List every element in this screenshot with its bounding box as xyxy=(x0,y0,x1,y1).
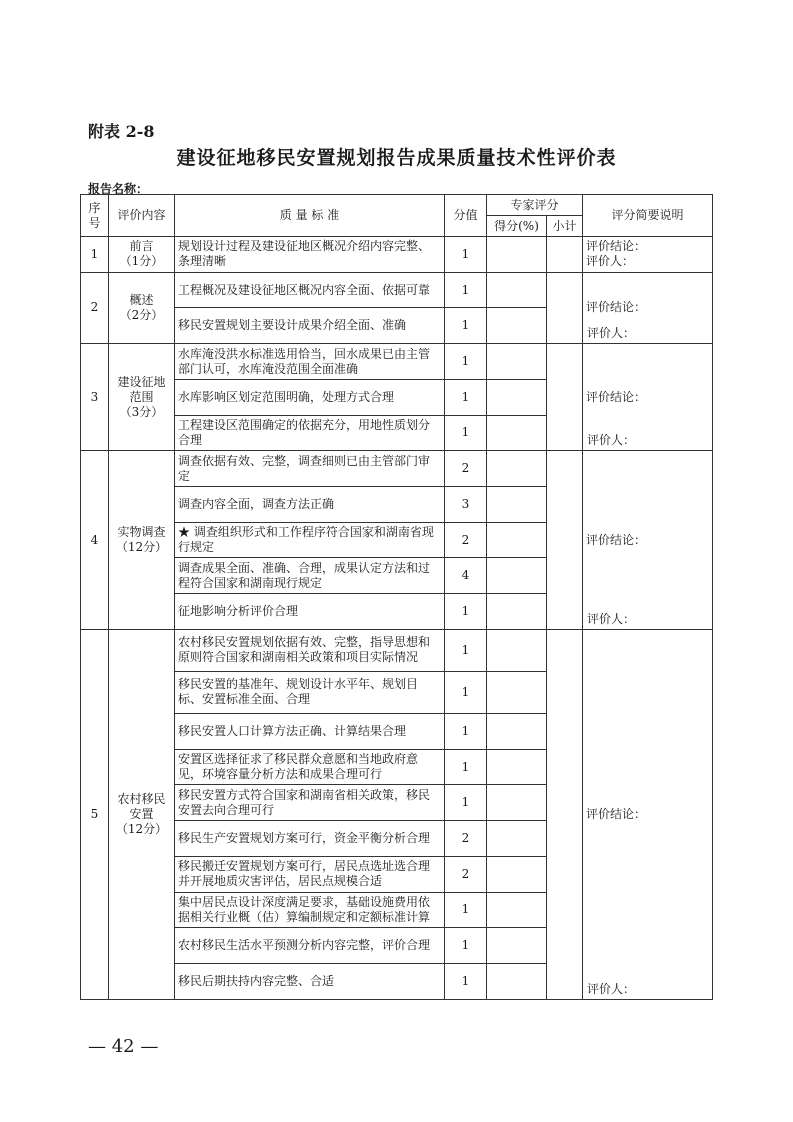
percent-cell[interactable] xyxy=(487,415,547,451)
section-content-name: 前言 xyxy=(129,239,154,254)
subtotal-cell[interactable] xyxy=(547,451,583,630)
table-row xyxy=(81,629,713,671)
remark-cell[interactable] xyxy=(583,344,713,451)
report-name-label: 报告名称： xyxy=(88,182,149,196)
section-content-name: 农村移民安置 xyxy=(117,791,166,821)
remark-evaluator-label: 评价人： xyxy=(587,982,636,996)
criterion-text: 安置区选择征求了移民群众意愿和当地政府意见，环境容量分析方法和成果合理可行 xyxy=(175,749,445,785)
section-content-points: （2分） xyxy=(119,307,164,322)
score-value: 2 xyxy=(445,821,487,857)
section-content-points: （12分） xyxy=(115,540,168,555)
remark-cell[interactable] xyxy=(583,272,713,343)
percent-cell[interactable] xyxy=(487,821,547,857)
header-row xyxy=(81,195,713,216)
criterion-text: 规划设计过程及建设征地区概况介绍内容完整、条理清晰 xyxy=(175,237,445,273)
score-value: 1 xyxy=(445,964,487,1000)
criterion-text: ★ 调查组织形式和工作程序符合国家和湖南省现行规定 xyxy=(175,522,445,558)
remark-evaluator-label: 评价人： xyxy=(586,254,635,269)
remark-cell[interactable] xyxy=(583,629,713,999)
criterion-text: 集中居民点设计深度满足要求，基础设施费用依据相关行业概（估）算编制规定和定额标准计算 xyxy=(175,892,445,928)
percent-cell[interactable] xyxy=(487,558,547,594)
percent-cell[interactable] xyxy=(487,713,547,749)
percent-cell[interactable] xyxy=(487,487,547,523)
score-value: 1 xyxy=(445,415,487,451)
score-value: 1 xyxy=(445,749,487,785)
criterion-text: 移民后期扶持内容完整、合适 xyxy=(175,964,445,1000)
criterion-text: 工程建设区范围确定的依据充分，用地性质划分合理 xyxy=(175,415,445,451)
score-value: 1 xyxy=(445,785,487,821)
score-value: 4 xyxy=(445,558,487,594)
score-value: 2 xyxy=(445,522,487,558)
remark-evaluator-label: 评价人： xyxy=(587,433,636,448)
percent-cell[interactable] xyxy=(487,522,547,558)
header-score: 分值 xyxy=(445,195,487,237)
percent-cell[interactable] xyxy=(487,785,547,821)
score-value: 1 xyxy=(445,594,487,630)
percent-cell[interactable] xyxy=(487,928,547,964)
score-value: 1 xyxy=(445,928,487,964)
table-body xyxy=(81,237,713,1000)
percent-cell[interactable] xyxy=(487,344,547,380)
section-number: 1 xyxy=(81,237,109,273)
header-expert: 专家评分 xyxy=(487,195,583,216)
percent-cell[interactable] xyxy=(487,594,547,630)
evaluation-table xyxy=(80,194,713,1000)
subtotal-cell[interactable] xyxy=(547,344,583,451)
score-value: 1 xyxy=(445,272,487,308)
header-subtotal: 小计 xyxy=(547,216,583,237)
criterion-text: 移民安置规划主要设计成果介绍全面、准确 xyxy=(175,308,445,344)
header-no: 序号 xyxy=(81,195,109,237)
section-content xyxy=(109,344,175,451)
section-content-name: 建设征地范围 xyxy=(117,374,166,404)
header-content: 评价内容 xyxy=(109,195,175,237)
section-content xyxy=(109,451,175,630)
percent-cell[interactable] xyxy=(487,272,547,308)
page-title: 建设征地移民安置规划报告成果质量技术性评价表 xyxy=(176,147,617,169)
criterion-text: 水库影响区划定范围明确，处理方式合理 xyxy=(175,379,445,415)
criterion-text: 移民安置方式符合国家和湖南省相关政策，移民安置去向合理可行 xyxy=(175,785,445,821)
remark-conclusion-label: 评价结论： xyxy=(586,532,647,547)
subtotal-cell[interactable] xyxy=(547,237,583,273)
score-value: 1 xyxy=(445,629,487,671)
criterion-text: 移民搬迁安置规划方案可行，居民点选址选合理并开展地质灾害评估，居民点规模合适 xyxy=(175,856,445,892)
percent-cell[interactable] xyxy=(487,451,547,487)
header-remarks: 评分简要说明 xyxy=(583,195,713,237)
score-value: 2 xyxy=(445,451,487,487)
remark-conclusion-label: 评价结论： xyxy=(586,806,647,821)
percent-cell[interactable] xyxy=(487,856,547,892)
percent-cell[interactable] xyxy=(487,379,547,415)
score-value: 1 xyxy=(445,237,487,273)
header-percent: 得分(%) xyxy=(487,216,547,237)
section-number: 4 xyxy=(81,451,109,630)
score-value: 1 xyxy=(445,892,487,928)
percent-cell[interactable] xyxy=(487,237,547,273)
table-row xyxy=(81,272,713,308)
remark-evaluator-label: 评价人： xyxy=(587,326,636,341)
subtotal-cell[interactable] xyxy=(547,629,583,999)
percent-cell[interactable] xyxy=(487,964,547,1000)
table-row xyxy=(81,451,713,487)
remark-evaluator-label: 评价人： xyxy=(587,611,636,626)
section-content xyxy=(109,629,175,999)
score-value: 1 xyxy=(445,344,487,380)
section-content-points: （12分） xyxy=(115,821,168,836)
criterion-text: 农村移民生活水平预测分析内容完整，评价合理 xyxy=(175,928,445,964)
remark-conclusion-label: 评价结论： xyxy=(586,239,647,254)
score-value: 1 xyxy=(445,379,487,415)
criterion-text: 工程概况及建设征地区概况内容全面、依据可靠 xyxy=(175,272,445,308)
table-row xyxy=(81,344,713,380)
section-number: 3 xyxy=(81,344,109,451)
page-number: — 42 — xyxy=(88,1036,159,1057)
criterion-text: 移民生产安置规划方案可行，资金平衡分析合理 xyxy=(175,821,445,857)
score-value: 2 xyxy=(445,856,487,892)
table-row xyxy=(81,237,713,273)
criterion-text: 调查内容全面，调查方法正确 xyxy=(175,487,445,523)
section-content-name: 实物调查 xyxy=(117,525,166,540)
header-criteria: 质 量 标 准 xyxy=(175,195,445,237)
criterion-text: 调查成果全面、准确、合理，成果认定方法和过程符合国家和湖南现行规定 xyxy=(175,558,445,594)
percent-cell[interactable] xyxy=(487,629,547,671)
percent-cell[interactable] xyxy=(487,671,547,713)
criterion-text: 征地影响分析评价合理 xyxy=(175,594,445,630)
section-content-name: 概述 xyxy=(129,292,154,307)
criterion-text: 农村移民安置规划依据有效、完整，指导思想和原则符合国家和湖南相关政策和项目实际情况 xyxy=(175,629,445,671)
remark-cell[interactable] xyxy=(583,451,713,630)
section-content-points: （1分） xyxy=(119,254,164,269)
section-content xyxy=(109,237,175,273)
section-content xyxy=(109,272,175,343)
score-value: 1 xyxy=(445,713,487,749)
criterion-text: 移民安置的基准年、规划设计水平年、规划目标、安置标准全面、合理 xyxy=(175,671,445,713)
section-content-points: （3分） xyxy=(119,404,164,419)
score-value: 3 xyxy=(445,487,487,523)
criterion-text: 移民安置人口计算方法正确、计算结果合理 xyxy=(175,713,445,749)
annex-label: 附表 2-8 xyxy=(88,122,155,141)
remark-cell[interactable] xyxy=(583,237,713,273)
remark-conclusion-label: 评价结论： xyxy=(586,389,647,404)
section-number: 5 xyxy=(81,629,109,999)
criterion-text: 调查依据有效、完整，调查细则已由主管部门审定 xyxy=(175,451,445,487)
percent-cell[interactable] xyxy=(487,308,547,344)
score-value: 1 xyxy=(445,308,487,344)
percent-cell[interactable] xyxy=(487,892,547,928)
section-number: 2 xyxy=(81,272,109,343)
subtotal-cell[interactable] xyxy=(547,272,583,343)
score-value: 1 xyxy=(445,671,487,713)
percent-cell[interactable] xyxy=(487,749,547,785)
remark-conclusion-label: 评价结论： xyxy=(586,300,647,315)
criterion-text: 水库淹没洪水标准选用恰当，回水成果已由主管部门认可，水库淹没范围全面准确 xyxy=(175,344,445,380)
